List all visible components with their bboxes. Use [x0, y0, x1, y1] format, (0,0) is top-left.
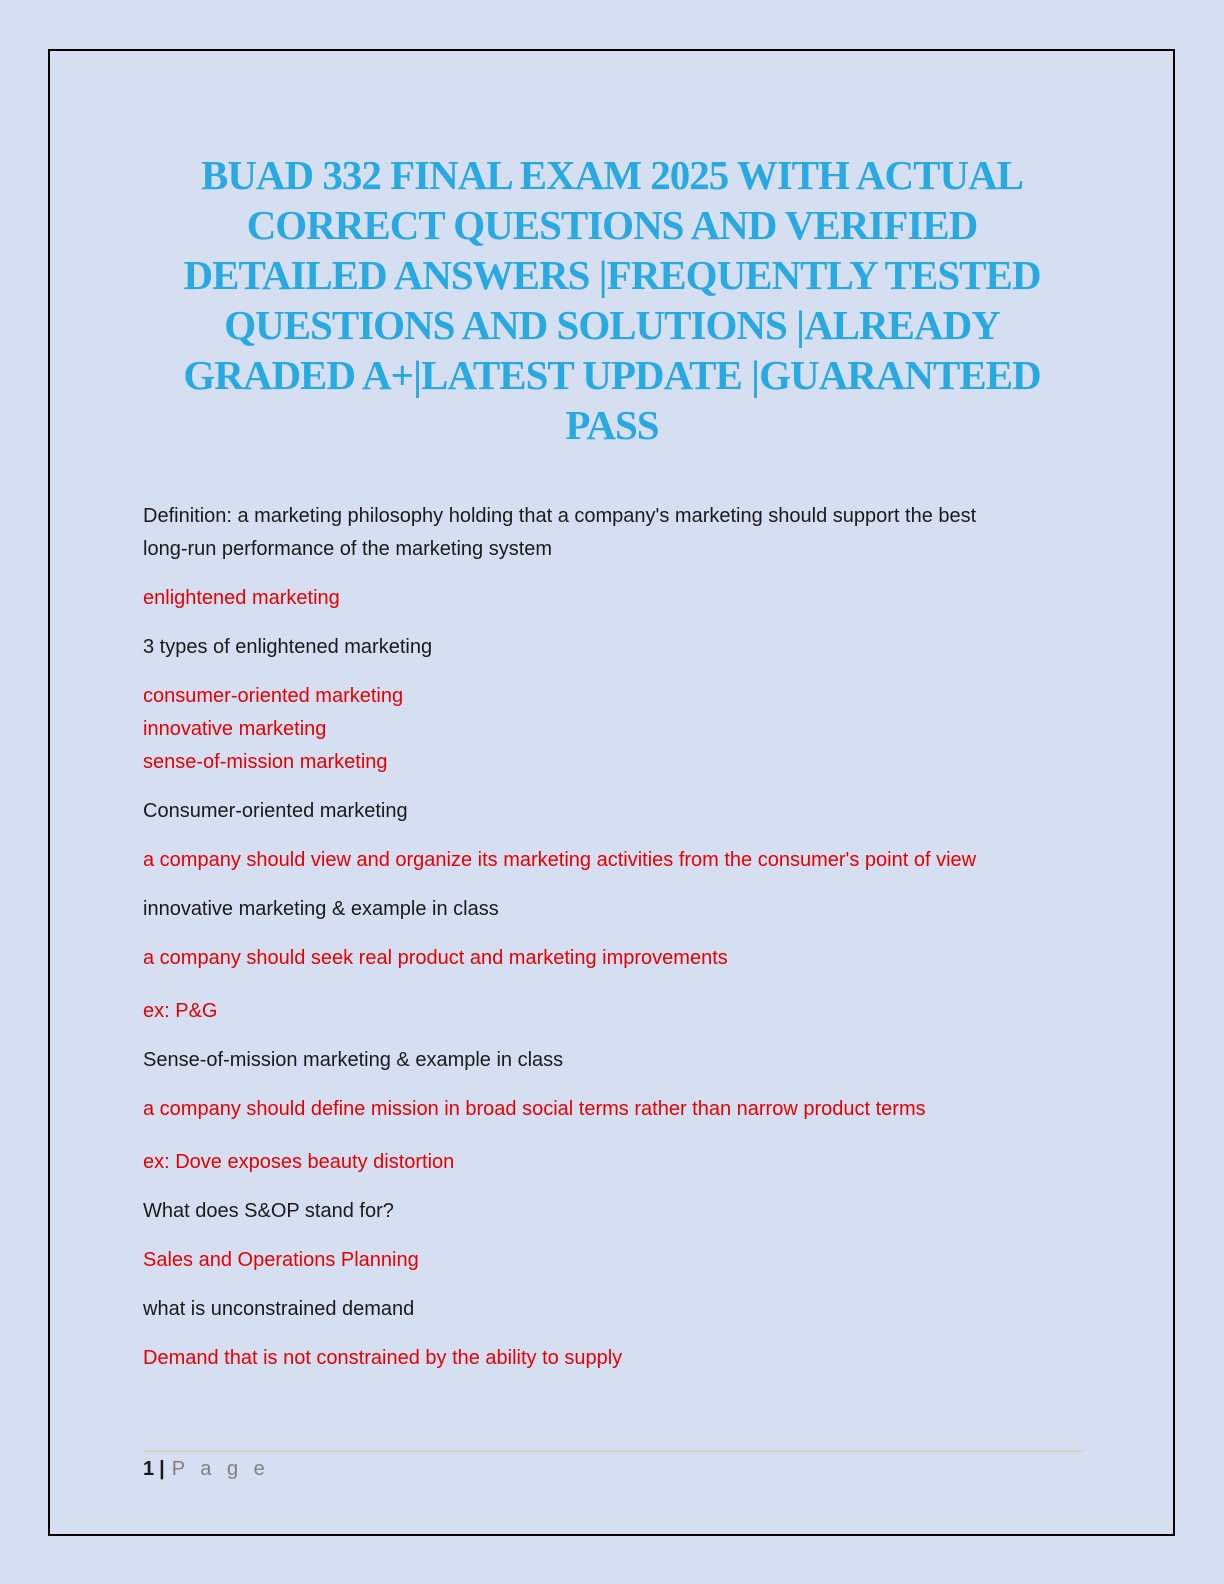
title-line: GRADED A+|LATEST UPDATE |GUARANTEED: [183, 352, 1041, 398]
text-line: Sense-of-mission marketing & example in class: [143, 1049, 564, 1071]
title-line: CORRECT QUESTIONS AND VERIFIED: [246, 202, 978, 248]
answer-paragraph: [143, 1093, 1083, 1126]
text-line: consumer-oriented marketing: [143, 685, 404, 707]
answer-paragraph: [143, 1342, 1083, 1375]
answer-paragraph: [143, 680, 1083, 779]
text-line: ex: P&G: [143, 1000, 218, 1022]
title-line: PASS: [565, 402, 659, 448]
text-line: Consumer-oriented marketing: [143, 800, 408, 822]
text-line: Definition: a marketing philosophy holding that a company's marketing should support the best: [143, 505, 977, 527]
text-line: sense-of-mission marketing: [143, 751, 388, 773]
page-footer: [143, 1455, 270, 1483]
text-line: Demand that is not constrained by the ability to supply: [143, 1347, 623, 1369]
page-number: 1: [143, 1458, 155, 1480]
answer-paragraph: [143, 844, 1083, 877]
text-line: a company should view and organize its marketing activities from the consumer's point of view: [143, 849, 977, 871]
footer-divider: [143, 1450, 1083, 1452]
text-line: Sales and Operations Planning: [143, 1249, 419, 1271]
text-line: what is unconstrained demand: [143, 1298, 415, 1320]
text-line: ex: Dove exposes beauty distortion: [143, 1151, 455, 1173]
body-content: [143, 500, 1083, 1391]
document-title: [0, 150, 1224, 450]
page-label: P a g e: [171, 1458, 270, 1480]
text-line: long-run performance of the marketing system: [143, 538, 553, 560]
text-line: innovative marketing: [143, 718, 327, 740]
text-line: innovative marketing & example in class: [143, 898, 499, 920]
text-line: What does S&OP stand for?: [143, 1200, 394, 1222]
answer-paragraph: [143, 942, 1083, 975]
question-paragraph: [143, 631, 1083, 664]
question-paragraph: [143, 500, 1083, 566]
answer-paragraph: [143, 1244, 1083, 1277]
question-paragraph: [143, 1195, 1083, 1228]
text-line: a company should seek real product and marketing improvements: [143, 947, 728, 969]
text-line: enlightened marketing: [143, 587, 340, 609]
answer-paragraph: [143, 1146, 1083, 1179]
title-line: QUESTIONS AND SOLUTIONS |ALREADY: [224, 302, 1000, 348]
question-paragraph: [143, 893, 1083, 926]
title-line: BUAD 332 FINAL EXAM 2025 WITH ACTUAL: [200, 152, 1024, 198]
title-line: DETAILED ANSWERS |FREQUENTLY TESTED: [183, 252, 1041, 298]
question-paragraph: [143, 1044, 1083, 1077]
question-paragraph: [143, 1293, 1083, 1326]
answer-paragraph: [143, 582, 1083, 615]
footer-separator: |: [159, 1458, 165, 1480]
answer-paragraph: [143, 995, 1083, 1028]
text-line: a company should define mission in broad social terms rather than narrow product terms: [143, 1098, 926, 1120]
text-line: 3 types of enlightened marketing: [143, 636, 433, 658]
question-paragraph: [143, 795, 1083, 828]
